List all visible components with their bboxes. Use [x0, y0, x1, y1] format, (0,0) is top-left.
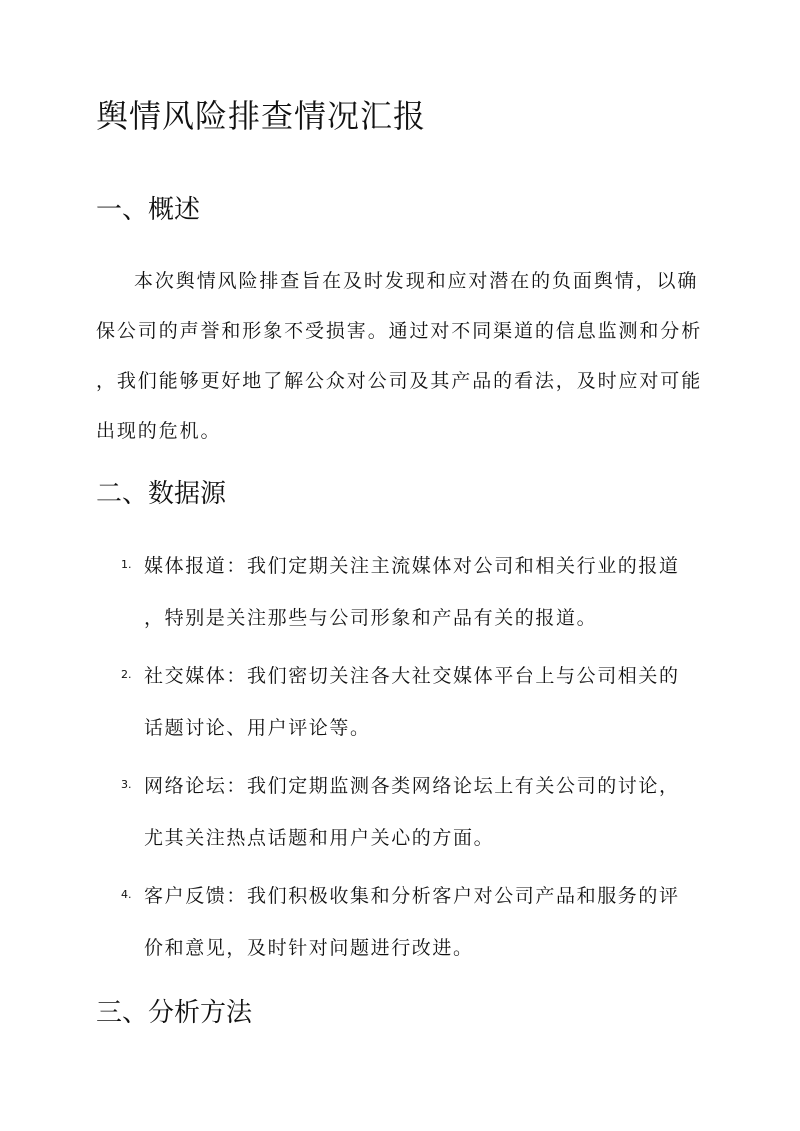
list-item-line: 尤其关注热点话题和用户关心的方面。: [144, 827, 495, 849]
paragraph-line: ，我们能够更好地了解公众对公司及其产品的看法，及时应对可能: [96, 370, 703, 392]
overview-paragraph: [96, 262, 706, 462]
list-item-line: 价和意见，及时针对问题进行改进。: [144, 937, 474, 959]
list-item-online-forums: [96, 766, 696, 870]
list-item-line: 社交媒体：我们密切关注各大社交媒体平台上与公司相关的: [144, 665, 680, 687]
paragraph-line: 出现的危机。: [96, 420, 222, 442]
list-item-line: ，特别是关注那些与公司形象和产品有关的报道。: [144, 607, 598, 629]
paragraph-line: 本次舆情风险排查旨在及时发现和应对潜在的负面舆情，以确: [134, 270, 699, 292]
list-item-media-reports: [96, 546, 696, 650]
list-item-social-media: [96, 656, 696, 760]
list-item-line: 话题讨论、用户评论等。: [144, 717, 371, 739]
paragraph-line: 保公司的声誉和形象不受损害。通过对不同渠道的信息监测和分析: [96, 320, 703, 342]
section-heading-data-sources: 二、数据源: [96, 479, 227, 509]
list-item-number: 4.: [121, 888, 132, 901]
list-item-number: 3.: [121, 778, 132, 791]
section-heading-overview: 一、概述: [96, 195, 201, 225]
document-title: 舆情风险排查情况汇报: [96, 97, 427, 135]
list-item-line: 媒体报道：我们定期关注主流媒体对公司和相关行业的报道: [144, 555, 680, 577]
list-item-number: 1.: [121, 558, 132, 571]
list-item-customer-feedback: [96, 876, 696, 980]
list-item-line: 网络论坛：我们定期监测各类网络论坛上有关公司的讨论，: [144, 775, 680, 797]
list-item-number: 2.: [121, 668, 132, 681]
list-item-line: 客户反馈：我们积极收集和分析客户对公司产品和服务的评: [144, 885, 680, 907]
section-heading-analysis-methods: 三、分析方法: [96, 998, 253, 1028]
